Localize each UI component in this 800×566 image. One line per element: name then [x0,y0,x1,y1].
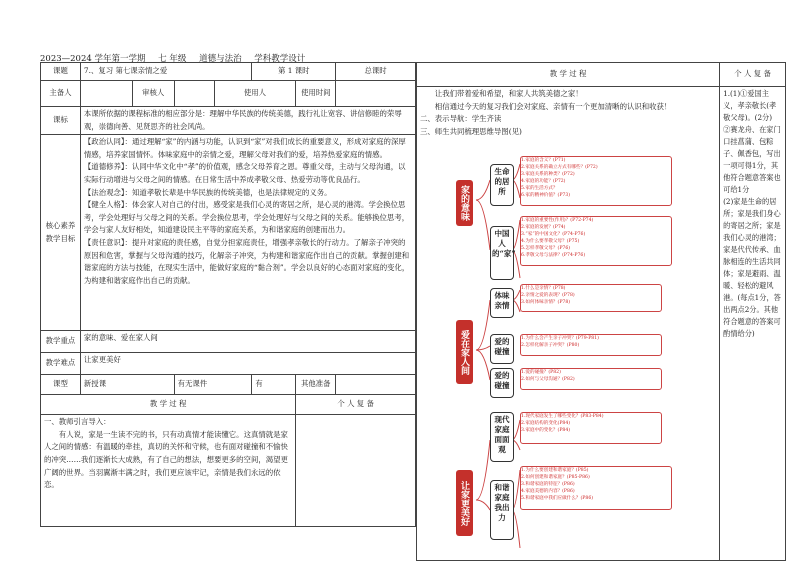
item: 5.家的生活方式？ [521,186,558,191]
intro-title: 一、教师引言导入： [44,417,111,427]
branch-love-collision-2: 爱的碰撞 [490,368,514,398]
branch-harmony-family: 和谐家庭我出力 [490,480,514,540]
item: 1.为什么会产生亲子冲突？(P79-P81) [521,336,599,341]
doc-type: 学科教学设计 [254,54,306,64]
other-label: 其他准备 [296,375,336,395]
group-modern-family [520,412,662,444]
category-home-meaning: 家的意味 [456,180,473,226]
item: 2.亲情之爱的表现？(P78) [521,293,575,298]
topic-value: 7.、复习 第七课亲情之爱 [80,63,251,81]
key-label: 教学重点 [41,331,81,353]
item: 3.家庭关系的种类？(P72) [521,172,575,177]
branch-chinese-home: 中国人的“家” [490,226,514,280]
standard-text: 本课所依据的课程标准的相应部分是：理解中华民族的传统美德，践行礼让宽容、讲信修睦的荣辱观，崇德向善、见贤思齐的社会风尚。 [80,107,415,135]
item: 3.如何体味亲情？(P78) [521,300,571,305]
mind-map [450,150,720,560]
objective-item: 【责任意识】：提升对家庭的责任感，自觉分担家庭责任，增强孝亲敬长的行动力。了解亲子冲突的原因和危害，掌握与父母沟通的技巧，化解亲子冲突，为构建和谐家庭作出自己的贡献。掌握创建和谐家庭的方法与技能，在现实生活中，能做好家庭的“黏合剂”。学会以良好的心态面对家庭的变化，为构建和谐家庭作出自己的贡献。 [83,237,410,285]
process-p1: 让我们带着爱和希望，和家人共筑美德之家！ [434,89,583,98]
review-answer: 1.(1)①爱国主义，孝亲敬长(孝敬父母)。(2分) ②赛龙舟、在家门口挂菖蒲、包粽子、佩香包，写出一项可得1分，其他符合题意答案也可给1分 (2)家是生命的居所；家是我们身心的寄居之所；家是我们心灵的港湾；家是代代传承、血脉相连的生活共同体；家是避雨、温暖、轻松的避风港。(每点1分，答出两点2分。其他符合题意的答案可酌情给分) [720,87,786,561]
preparer-label: 主备人 [41,81,81,107]
item: 2.家庭的发展？(P74) [521,225,566,230]
item: 6.孝敬父母与法律？(P74-P76) [521,253,586,258]
group-life-home [520,156,672,206]
objective-item: 【健全人格】：体会家人对自己的付出，感受家是我们心灵的寄居之所，是心灵的港湾。学会换位思考，学会处理好与父母之间的关系。学会换位思考，学会处理好与父母之间的关系。能够换位思考，学会与家人友好相处，知道建设民主平等的家庭关系，为和谐家庭的创建而出力。 [83,200,410,235]
intro-text: 有人说，家是一生读不完的书，只有动真情才能读懂它。这真情就是家人之间的情感：有温暖的牵挂，真切的关怀和守候，也有面对碰撞和不愉快的冲突……我们逐渐长大成熟，有了自己的想法，想要更多的空间，渴望更广阔的世界。当羽翼渐丰满之时，我们更应该牢记，亲情是我们永远的依恋。 [44,429,288,490]
intro-cell [41,415,296,527]
right-process-heading: 教 学 过 程 [417,63,720,87]
item: 1.爱的碰撞？(P82) [521,370,561,375]
item: 2.如何与父母沟通？(P82) [521,377,575,382]
group-chinese-home [520,216,672,266]
reviewer-label: 审核人 [132,81,174,107]
item: 2.家庭结构的变化(P84) [521,421,571,426]
item: 5.怎样孝敬父母？(P76) [521,246,571,251]
process-p3: 二、表示导航：学生齐读 [420,114,502,124]
item: 6.家的精神价值？(P73) [521,193,571,198]
item: 1.为什么要创建和谐家庭？(P85) [521,468,589,473]
branch-feel-affection: 体味亲情 [490,288,514,318]
key-text: 家的意味、爱在家人间 [80,331,415,353]
branch-modern-family: 现代家庭面面观 [490,412,514,462]
item: 5.和谐家庭中我们应做什么？(P86) [521,496,594,501]
item: 1.什么是亲情？(P78) [521,286,566,291]
group-feel-affection [520,284,662,312]
objective-item: 【法治观念】：知道孝敬长辈是中华民族的传统美德，也是法律规定的义务。 [83,187,332,197]
right-review-heading: 个 人 复 备 [720,63,786,87]
courseware-label: 有无课件 [174,375,252,395]
process-p2: 相信通过今天的复习我们会对家庭、亲情有一个更加清晰的认识和收获！ [434,101,672,111]
item: 1.家庭的含义？(P71) [521,158,566,163]
objectives-list [80,135,415,331]
use-time-label: 使用时间 [296,81,336,107]
grade: 七 年级 [158,54,187,64]
school-year: 2023—2024 学年第一学期 [40,54,146,64]
topic-label: 课题 [41,63,81,81]
item: 2.家庭关系的确立方式有哪些？(P72) [521,165,598,170]
item: 2.如何创建和谐家庭？(P85-P86) [521,475,590,480]
objectives-label: 核心素养教学目标 [41,135,81,331]
item: 3.和谐家庭的特征？(P86) [521,482,575,487]
process-heading: 教 学 过 程 [41,395,296,415]
item: 3.“家”的中国文化？(P74-P76) [521,232,586,237]
item: 4.家庭的功能？(P72) [521,179,566,184]
user-label: 使用人 [214,81,296,107]
objective-item: 【道德修养】：认同中华文化中“孝”的价值观，感念父母养育之恩。尊重父母，主动与父母沟通，以实际行动增进与父母之间的情感。在日常生活中养成孝敬父母、热爱劳动等优良品行。 [83,162,406,184]
category-better-home: 让家更美好 [456,470,473,536]
category-love-in-family: 爱在家人间 [456,320,473,384]
subject: 道德与法治 [199,54,242,64]
branch-life-home: 生命的居所 [490,164,514,206]
group-love-collision-1 [520,334,662,356]
review-heading: 个 人 复 备 [296,395,416,415]
group-harmony-family [520,466,672,510]
item: 1.家庭的重要性(作用)？(P72-P74) [521,218,594,223]
type-label: 课型 [41,375,81,395]
period-label: 第 1 课时 [252,63,336,81]
difficult-text: 让家更美好 [80,353,415,375]
item: 3.家庭中的变化？(P84) [521,428,571,433]
courseware-value: 有 [252,375,296,395]
difficult-label: 教学难点 [41,353,81,375]
lesson-plan-table [40,62,416,527]
group-love-collision-2 [520,368,662,390]
objective-item: 【政治认同】：通过理解“家”的内涵与功能，认识到“家”对我们成长的重要意义，形成对家庭的深厚情感，培养家国情怀。体味家庭中的亲情之爱，理解父母对我们的爱，培养热爱家庭的情感。 [83,137,406,159]
type-value: 新授课 [80,375,174,395]
item: 4.为什么要孝敬父母？(P75) [521,239,580,244]
branch-love-collision-1: 爱的碰撞 [490,334,514,364]
item: 4.家庭美德的内容？(P86) [521,489,575,494]
total-label: 总课时 [336,63,416,81]
process-p4: 三、师生共同梳理思维导图(见) [420,126,522,136]
item: 1.现代家庭发生了哪些变化？(P83-P84) [521,414,604,419]
standard-label: 课标 [41,107,81,135]
item: 2.怎样化解亲子冲突？(P80) [521,343,580,348]
